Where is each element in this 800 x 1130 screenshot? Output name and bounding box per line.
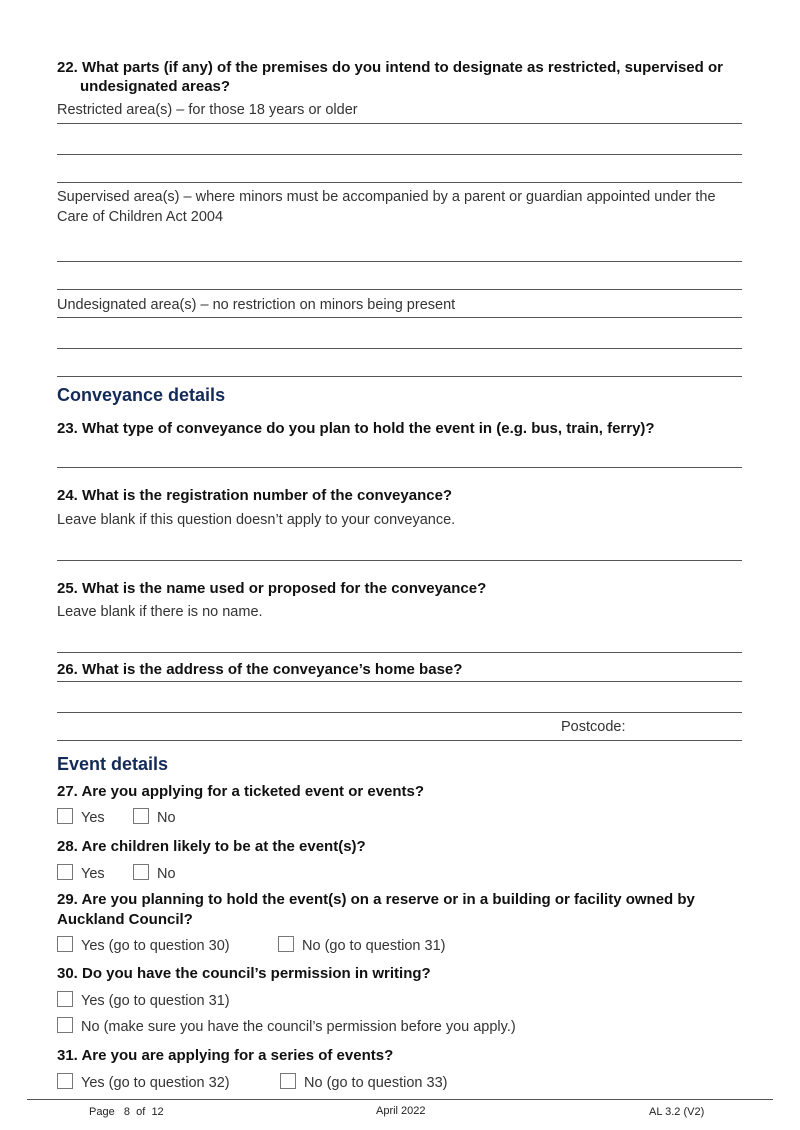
option-label: Yes (go to question 30) (81, 938, 230, 954)
page-number (89, 1106, 164, 1118)
page-label: Page (89, 1106, 115, 1118)
undesignated-line-2[interactable] (57, 348, 742, 349)
form-code: AL 3.2 (V2) (649, 1106, 705, 1118)
undesignated-line-3[interactable] (57, 376, 742, 377)
footer-date: April 2022 (376, 1105, 426, 1117)
q23-answer-line[interactable] (57, 467, 742, 468)
q26-answer-line-3[interactable] (57, 740, 742, 741)
conveyance-heading: Conveyance details (57, 385, 226, 405)
q29-title: 29. Are you planning to hold the event(s) on a reserve or in a building or facility owned by (57, 891, 695, 908)
q24-answer-line[interactable] (57, 560, 742, 561)
page-current: 8 (123, 1106, 130, 1118)
checkbox[interactable] (57, 1073, 73, 1089)
supervised-label-cont: Care of Children Act 2004 (57, 209, 224, 225)
option-label: Yes (81, 810, 105, 826)
q26-answer-line-2[interactable] (57, 712, 742, 713)
supervised-line-1[interactable] (57, 261, 742, 262)
page-of: of (136, 1106, 146, 1118)
checkbox[interactable] (57, 936, 73, 952)
supervised-line-2[interactable] (57, 289, 742, 290)
q27-yes[interactable] (57, 808, 105, 826)
q24-title: 24. What is the registration number of the conveyance? (57, 487, 453, 504)
option-label: No (157, 810, 176, 826)
q28-title: 28. Are children likely to be at the event(s)? (57, 838, 366, 855)
option-label: No (make sure you have the council’s permission before you apply.) (81, 1019, 516, 1035)
restricted-line-3[interactable] (57, 182, 742, 183)
postcode-label: Postcode: (561, 719, 626, 735)
restricted-label: Restricted area(s) – for those 18 years or older (57, 102, 358, 118)
checkbox[interactable] (280, 1073, 296, 1089)
q25-answer-line[interactable] (57, 652, 742, 653)
checkbox[interactable] (133, 864, 149, 880)
checkbox[interactable] (57, 808, 73, 824)
q30-no[interactable] (57, 1017, 516, 1035)
option-label: Yes (go to question 32) (81, 1075, 230, 1091)
checkbox[interactable] (57, 1017, 73, 1033)
undesignated-label: Undesignated area(s) – no restriction on minors being present (57, 297, 456, 313)
q29-title-cont: Auckland Council? (57, 911, 193, 928)
q28-no[interactable] (133, 864, 176, 882)
q30-yes[interactable] (57, 991, 230, 1009)
checkbox[interactable] (57, 864, 73, 880)
q25-hint: Leave blank if there is no name. (57, 604, 263, 620)
restricted-line-1[interactable] (57, 123, 742, 124)
option-label: Yes (81, 866, 105, 882)
q26-title: 26. What is the address of the conveyance’s home base? (57, 661, 463, 678)
q23-title: 23. What type of conveyance do you plan to hold the event in (e.g. bus, train, ferry)? (57, 420, 655, 437)
footer-divider (27, 1099, 773, 1100)
q29-yes[interactable] (57, 936, 230, 954)
option-label: No (go to question 33) (304, 1075, 448, 1091)
restricted-line-2[interactable] (57, 154, 742, 155)
option-label: No (157, 866, 176, 882)
event-heading: Event details (57, 754, 169, 774)
checkbox[interactable] (133, 808, 149, 824)
q30-title: 30. Do you have the council’s permission in writing? (57, 965, 431, 982)
q24-hint: Leave blank if this question doesn’t apply to your conveyance. (57, 512, 456, 528)
option-label: Yes (go to question 31) (81, 993, 230, 1009)
page-total: 12 (151, 1106, 164, 1118)
q22-title-cont: undesignated areas? (80, 78, 231, 95)
supervised-label: Supervised area(s) – where minors must be accompanied by a parent or guardian appointed under the (57, 189, 716, 205)
q22-title: 22. What parts (if any) of the premises do you intend to designate as restricted, supervised or (57, 59, 723, 76)
q28-yes[interactable] (57, 864, 105, 882)
q31-no[interactable] (280, 1073, 447, 1091)
q27-title: 27. Are you applying for a ticketed event or events? (57, 783, 425, 800)
q31-yes[interactable] (57, 1073, 230, 1091)
option-label: No (go to question 31) (302, 938, 446, 954)
q26-answer-line-1[interactable] (57, 681, 742, 682)
undesignated-line-1[interactable] (57, 317, 742, 318)
q29-no[interactable] (278, 936, 445, 954)
checkbox[interactable] (57, 991, 73, 1007)
checkbox[interactable] (278, 936, 294, 952)
q25-title: 25. What is the name used or proposed for the conveyance? (57, 580, 487, 597)
q31-title: 31. Are you are applying for a series of events? (57, 1047, 394, 1064)
q27-no[interactable] (133, 808, 176, 826)
